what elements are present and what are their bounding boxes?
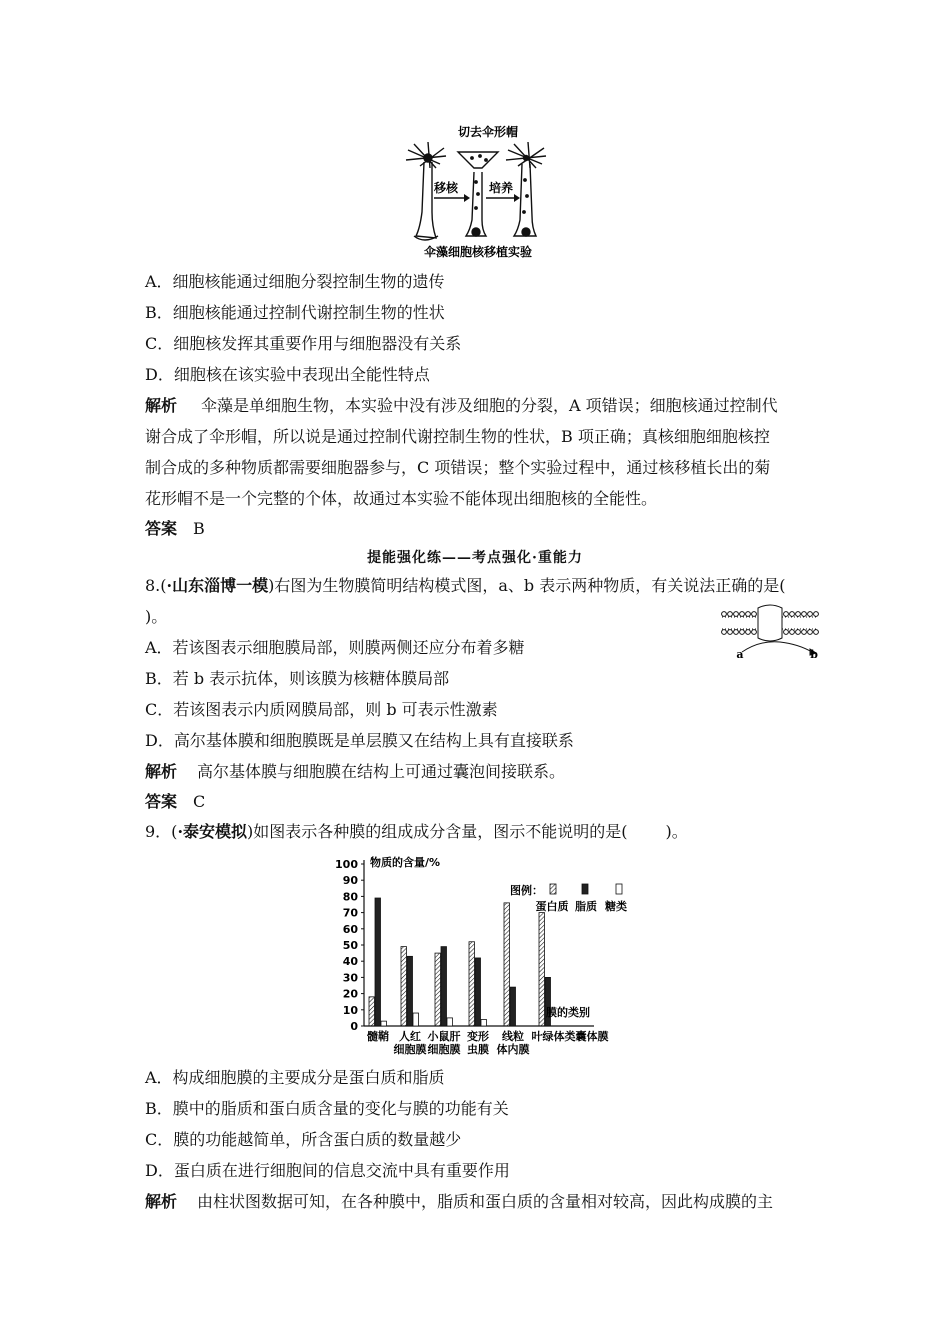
q7-option-d: D．细胞核在该实验中表现出全能性特点 — [145, 365, 430, 384]
figure1-top-label: 切去伞形帽 — [457, 125, 519, 139]
q8-answer-value: C — [193, 792, 206, 811]
legend-label-sugar-bar: 糖类 — [605, 900, 627, 913]
y-tick-label: 60 — [342, 922, 358, 936]
q8-analysis: 解析 高尔基体膜与细胞膜在结构上可通过囊泡间接联系。 — [145, 762, 566, 781]
q7-option-c: C．细胞核发挥其重要作用与细胞器没有关系 — [145, 334, 462, 353]
y-tick-label: 80 — [342, 890, 358, 904]
legend-label-protein-bar: 蛋白质 — [535, 900, 569, 913]
q7-analysis-line3: 制合成的多种物质都需要细胞器参与，C 项错误；整个实验过程中，通过核移植长出的菊 — [145, 458, 771, 477]
section-title: 提能强化练——考点强化·重能力 — [367, 550, 583, 566]
category-label: 细胞膜 — [427, 1043, 461, 1056]
q8-stem-line2: )。 — [145, 607, 168, 626]
y-tick-label: 50 — [342, 939, 358, 952]
membrane-label-a: a — [736, 648, 744, 661]
q7-analysis-line1: 解析 伞藻是单细胞生物，本实验中没有涉及细胞的分裂，A 项错误；细胞核通过控制代 — [145, 396, 778, 415]
protein-bar — [401, 947, 407, 1026]
q7-answer-value: B — [193, 519, 205, 538]
q7-option-b: B．细胞核能通过控制代谢控制生物的性状 — [145, 303, 445, 322]
legend-label-lipid-bar: 脂质 — [575, 900, 597, 913]
q7-answer — [145, 519, 205, 539]
protein-bar — [369, 997, 375, 1026]
legend-title: 图例： — [510, 884, 543, 897]
membrane-composition-chart — [330, 846, 627, 1064]
q8-option-a: A．若该图表示细胞膜局部，则膜两侧还应分布着多糖 — [145, 638, 525, 657]
q8-option-c: C．若该图表示内质网膜局部，则 b 可表示性激素 — [145, 700, 498, 719]
q9-analysis-label: 解析 — [145, 1192, 178, 1211]
lipid-bar — [510, 987, 516, 1026]
q9-option-c: C．膜的功能越简单，所含蛋白质的数量越少 — [145, 1130, 462, 1149]
arrow-label-culture: 培养 — [488, 181, 514, 195]
protein-bar — [435, 953, 441, 1026]
y-tick-label: 20 — [342, 987, 358, 1001]
membrane-label-b: b — [810, 648, 818, 661]
q9-source: ·泰安模拟 — [177, 822, 248, 841]
q9-stem: 9．(·泰安模拟)如图表示各种膜的组成成分含量，图示不能说明的是( )。 — [145, 822, 688, 841]
acetabularia-figure — [400, 120, 550, 260]
q8-option-b: B．若 b 表示抗体，则该膜为核糖体膜局部 — [145, 669, 450, 688]
x-axis-label: 膜的类别 — [546, 1006, 590, 1019]
category-label: 线粒 — [502, 1030, 524, 1043]
q8-source: ·山东淄博一模 — [166, 576, 269, 595]
category-label: 体内膜 — [496, 1043, 530, 1056]
q9-option-a: A．构成细胞膜的主要成分是蛋白质和脂质 — [145, 1068, 445, 1087]
category-label: 叶绿体类囊体膜 — [531, 1030, 609, 1043]
y-tick-label: 100 — [335, 858, 358, 871]
protein-bar — [469, 942, 475, 1026]
sugar-bar — [413, 1013, 419, 1026]
category-label: 虫膜 — [467, 1043, 489, 1056]
y-tick-label: 90 — [342, 874, 358, 888]
q8-answer-label: 答案 — [145, 792, 178, 811]
y-axis-label: 物质的含量/% — [370, 856, 441, 869]
category-label: 髓鞘 — [367, 1030, 389, 1043]
protein-bar — [539, 913, 545, 1026]
y-tick-label: 30 — [342, 971, 358, 985]
y-tick-label: 40 — [342, 955, 358, 969]
lipid-bar — [407, 956, 413, 1026]
category-label: 小鼠肝 — [427, 1030, 461, 1043]
q9-analysis: 解析 由柱状图数据可知，在各种膜中，脂质和蛋白质的含量相对较高，因此构成膜的主 — [145, 1192, 774, 1211]
sugar-bar — [381, 1021, 387, 1026]
q7-analysis-line4: 花形帽不是一个完整的个体，故通过本实验不能体现出细胞核的全能性。 — [145, 489, 658, 508]
y-tick-label: 10 — [342, 1003, 358, 1017]
category-label: 人红 — [399, 1030, 421, 1043]
q8-analysis-label: 解析 — [145, 762, 178, 781]
legend-swatch-lipid-bar — [582, 884, 588, 894]
y-tick-label: 70 — [342, 906, 358, 920]
q9-option-d: D．蛋白质在进行细胞间的信息交流中具有重要作用 — [145, 1161, 510, 1180]
q7-answer-label: 答案 — [145, 519, 178, 538]
sugar-bar — [447, 1018, 453, 1026]
y-tick-label: 0 — [350, 1020, 358, 1033]
q8-stem: 8.(·山东淄博一模)右图为生物膜简明结构模式图，a、b 表示两种物质，有关说法正确的是( — [145, 576, 786, 595]
lipid-bar — [441, 947, 447, 1026]
category-label: 变形 — [467, 1030, 489, 1043]
figure1-caption: 伞藻细胞核移植实验 — [423, 245, 533, 259]
legend-swatch-sugar-bar — [616, 884, 622, 894]
lipid-bar — [375, 898, 381, 1026]
q8-option-d: D．高尔基体膜和细胞膜既是单层膜又在结构上具有直接联系 — [145, 731, 574, 750]
q8-answer — [145, 792, 205, 812]
q7-analysis-line2: 谢合成了伞形帽，所以说是通过控制代谢控制生物的性状，B 项正确；真核细胞细胞核控 — [145, 427, 770, 446]
q7-option-a: A．细胞核能通过细胞分裂控制生物的遗传 — [145, 272, 445, 291]
arrow-label-transplant: 移核 — [433, 181, 459, 195]
q7-analysis-label: 解析 — [145, 396, 178, 415]
protein-bar — [504, 903, 510, 1026]
lipid-bar — [475, 958, 481, 1026]
membrane-figure — [720, 604, 820, 660]
category-label: 细胞膜 — [393, 1043, 427, 1056]
sugar-bar — [481, 1020, 487, 1026]
legend-swatch-protein-bar — [550, 884, 556, 894]
q9-option-b: B．膜中的脂质和蛋白质含量的变化与膜的功能有关 — [145, 1099, 509, 1118]
